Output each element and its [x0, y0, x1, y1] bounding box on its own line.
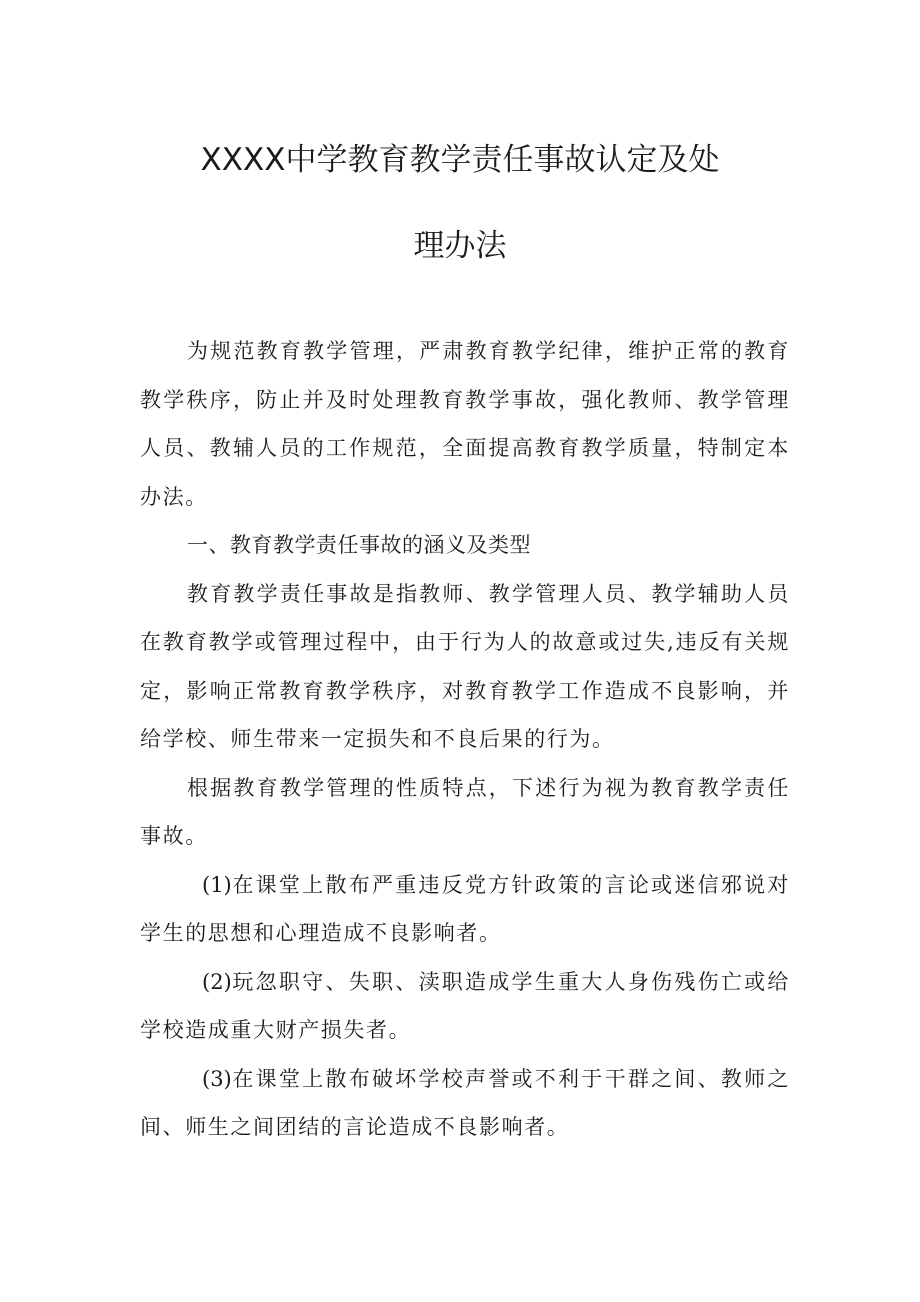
list-item-number: (3) [202, 1066, 232, 1091]
classification-paragraph: 根据教育教学管理的性质特点，下述行为视为教育教学责任事故。 [140, 775, 790, 848]
document-title-line-1: XXXX中学教育教学责任事故认定及处 [200, 142, 720, 178]
definition-paragraph: 教育教学责任事故是指教师、教学管理人员、教学辅助人员在教育教学或管理过程中，由于行为人的故意或过失,违反有关规定，影响正常教育教学秩序，对教育教学工作造成不良影响，并给学校、师生带来一定损失和不良后果的行为。 [140, 581, 790, 751]
list-item-text: 在课堂上散布破坏学校声誉或不利于干群之间、教师之间、师生之间团结的言论造成不良影响者。 [140, 1066, 790, 1139]
intro-paragraph: 为规范教育教学管理，严肃教育教学纪律，维护正常的教育教学秩序，防止并及时处理教育教学事故，强化教师、教学管理人员、教辅人员的工作规范，全面提高教育教学质量，特制定本办法。 [140, 339, 790, 509]
list-item [140, 1055, 790, 1152]
list-item [140, 958, 790, 1055]
list-item-number: (1) [202, 872, 232, 897]
list-item-text: 玩忽职守、失职、渎职造成学生重大人身伤残伤亡或给学校造成重大财产损失者。 [140, 969, 790, 1042]
list-item-number: (2) [202, 969, 232, 994]
document-title-line-2: 理办法 [413, 228, 507, 264]
list-item-text: 在课堂上散布严重违反党方针政策的言论或迷信邪说对学生的思想和心理造成不良影响者。 [140, 872, 790, 945]
list-item [140, 861, 790, 958]
section-1-heading: 一、教育教学责任事故的涵义及类型 [187, 533, 531, 557]
document-body [140, 327, 790, 1152]
